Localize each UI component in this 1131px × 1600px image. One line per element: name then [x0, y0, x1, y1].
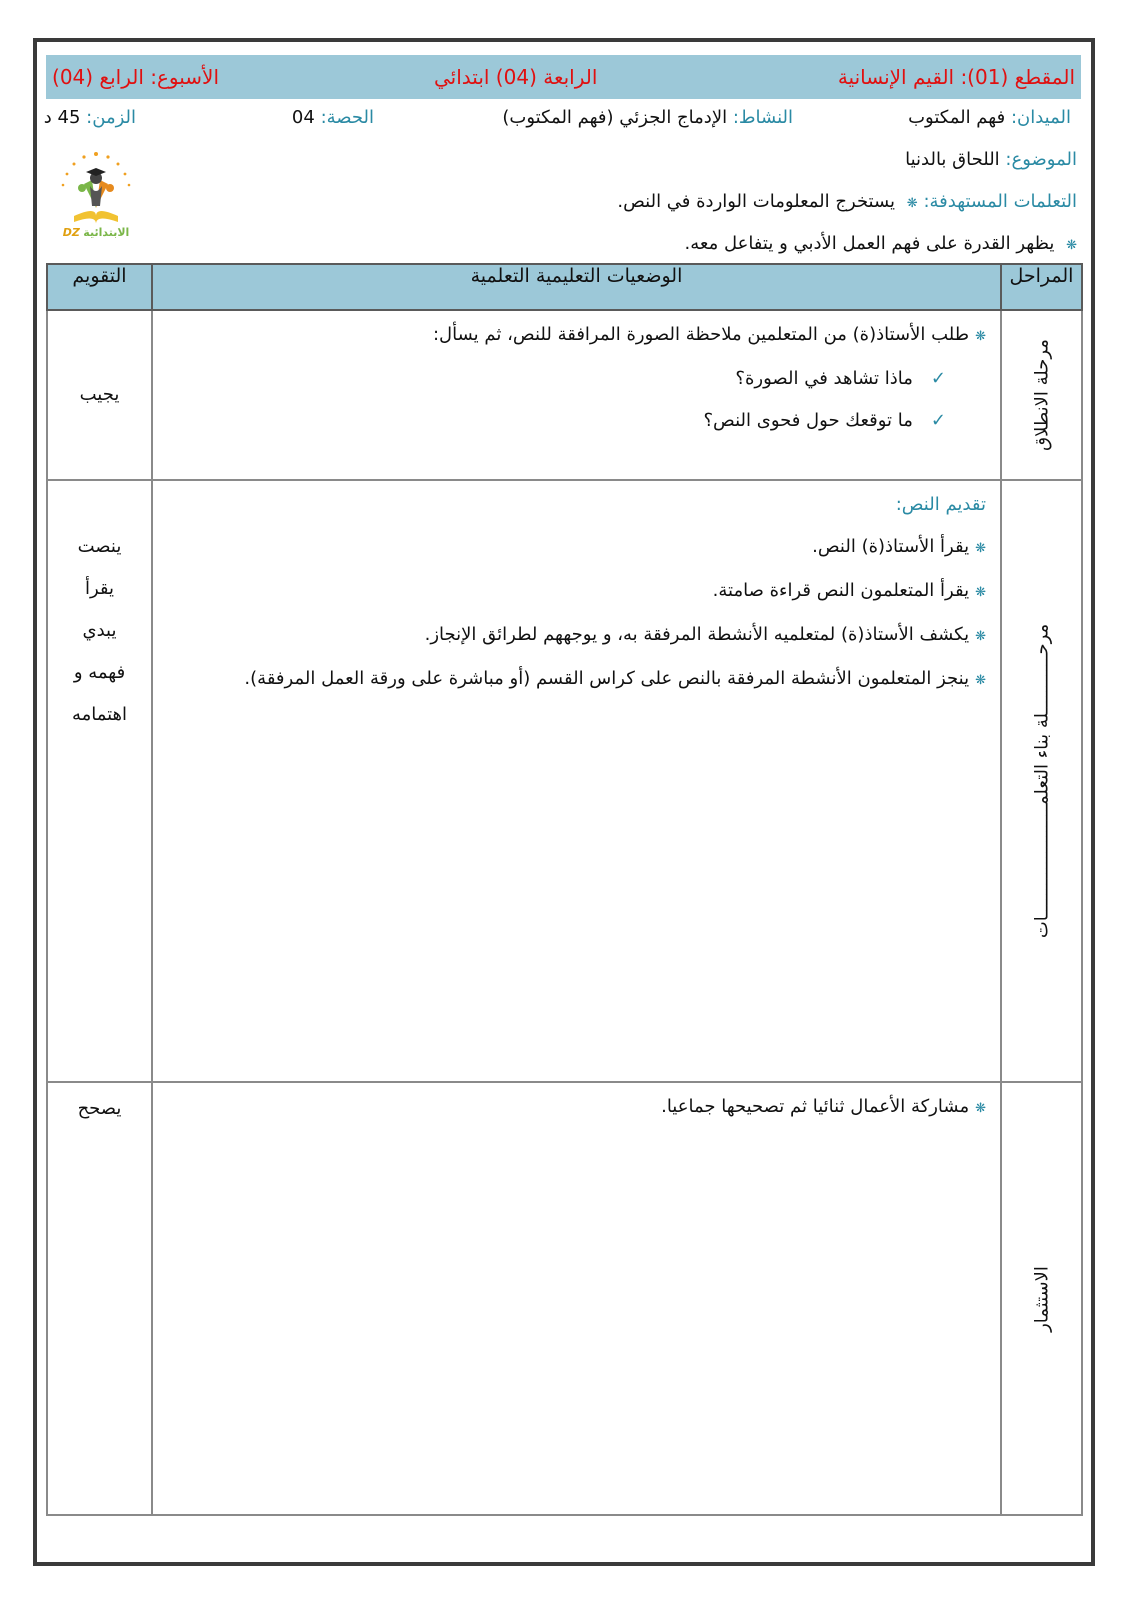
- bullet-icon: ❋: [975, 541, 986, 556]
- header-phases: المراحل: [1001, 264, 1082, 310]
- phase-label: الاستثمار: [1031, 1265, 1052, 1332]
- topic-value: اللحاق بالدنيا: [905, 149, 1000, 170]
- phase-cell: [1001, 310, 1082, 480]
- logo-badge: DZ: [62, 226, 80, 239]
- logo-text: الابتدائية: [83, 226, 130, 239]
- field-label: الميدان:: [1010, 107, 1071, 128]
- session-value: 04: [291, 107, 315, 128]
- activity-row: [502, 107, 793, 128]
- row-line: ما توقعك حول فحوى النص؟: [703, 410, 913, 431]
- topic-row: [905, 149, 1077, 170]
- row-line: ينجز المتعلمون الأنشطة المرفقة بالنص على كراس القسم (أو مباشرة على ورقة العمل المرفقة).: [244, 668, 970, 689]
- phase-cell: [1001, 1082, 1082, 1515]
- bullet-icon: ❋: [975, 673, 986, 688]
- week-title: الأسبوع: الرابع (04): [52, 65, 219, 89]
- bullet-icon: ❋: [1066, 238, 1077, 253]
- time-row: [44, 107, 136, 128]
- evaluation-item: يقرأ: [84, 578, 115, 599]
- bullet-icon: ❋: [975, 329, 986, 344]
- section-subtitle: تقديم النص:: [895, 494, 986, 515]
- field-value: فهم المكتوب: [908, 107, 1006, 128]
- evaluation-item: ينصت: [77, 536, 122, 557]
- school-logo: [54, 150, 138, 248]
- evaluation-item: فهمه و: [73, 662, 126, 683]
- phase-label: مرحلة الانطلاق: [1031, 339, 1052, 451]
- topic-label: الموضوع:: [1005, 149, 1077, 170]
- lesson-sheet: [43, 44, 1081, 1562]
- goals-row: [617, 191, 1077, 212]
- level-title: الرابعة (04) ابتدائي: [434, 65, 598, 89]
- time-label: الزمن:: [86, 107, 136, 128]
- row-line: يكشف الأستاذ(ة) لمتعلميه الأنشطة المرفقة به، و يوجههم لطرائق الإنجاز.: [424, 624, 970, 645]
- segment-title: المقطع (01): القيم الإنسانية: [837, 65, 1075, 89]
- table-header-row: [47, 264, 1082, 310]
- goal-2-row: [685, 233, 1077, 254]
- evaluation-item: يصحح: [77, 1098, 122, 1119]
- field-row: [908, 107, 1071, 128]
- goal-2: يظهر القدرة على فهم العمل الأدبي و يتفاعل معه.: [684, 233, 1055, 254]
- bullet-icon: ❋: [975, 585, 986, 600]
- row-line: يقرأ الأستاذ(ة) النص.: [812, 536, 970, 557]
- time-value: 45 د: [43, 107, 81, 128]
- evaluation-cell: [47, 1082, 152, 1515]
- evaluation-item: يجيب: [79, 384, 120, 405]
- header-banner: [46, 55, 1081, 99]
- evaluation-item: يبدي: [82, 620, 117, 641]
- activity-value: الإدماج الجزئي (فهم المكتوب): [502, 107, 728, 128]
- table-row: [47, 480, 1082, 1082]
- session-row: [292, 107, 374, 128]
- bullet-icon: ❋: [906, 196, 918, 211]
- bullet-icon: ❋: [975, 629, 986, 644]
- situations-cell: [152, 1082, 1001, 1515]
- evaluation-item: اهتمامه: [71, 704, 128, 725]
- row-line: يقرأ المتعلمون النص قراءة صامتة.: [712, 580, 970, 601]
- session-label: الحصة:: [320, 107, 374, 128]
- situations-cell: [152, 480, 1001, 1082]
- table-row: [47, 1082, 1082, 1515]
- row-line: مشاركة الأعمال ثنائيا ثم تصحيحها جماعيا.: [661, 1096, 970, 1117]
- bullet-icon: ❋: [975, 1101, 986, 1116]
- check-icon: ✓: [930, 410, 946, 431]
- goal-1: يستخرج المعلومات الواردة في النص.: [617, 191, 896, 212]
- evaluation-cell: [47, 480, 152, 1082]
- header-situations: الوضعيات التعليمية التعلمية: [152, 264, 1001, 310]
- check-icon: ✓: [930, 368, 946, 389]
- situations-cell: [152, 310, 1001, 480]
- goals-label: التعلمات المستهدفة:: [923, 191, 1077, 212]
- header-evaluation: التقويم: [47, 264, 152, 310]
- activity-label: النشاط:: [732, 107, 793, 128]
- table-row: [47, 310, 1082, 480]
- phase-label: مرحـــــــــــلة بناء التعلمـــــــــــــــــــــات: [1031, 623, 1052, 939]
- row-line: ماذا تشاهد في الصورة؟: [735, 368, 913, 389]
- row-line: طلب الأستاذ(ة) من المتعلمين ملاحظة الصورة المرافقة للنص، ثم يسأل:: [432, 324, 970, 345]
- evaluation-cell: [47, 310, 152, 480]
- lesson-table: [46, 263, 1083, 1516]
- phase-cell: [1001, 480, 1082, 1082]
